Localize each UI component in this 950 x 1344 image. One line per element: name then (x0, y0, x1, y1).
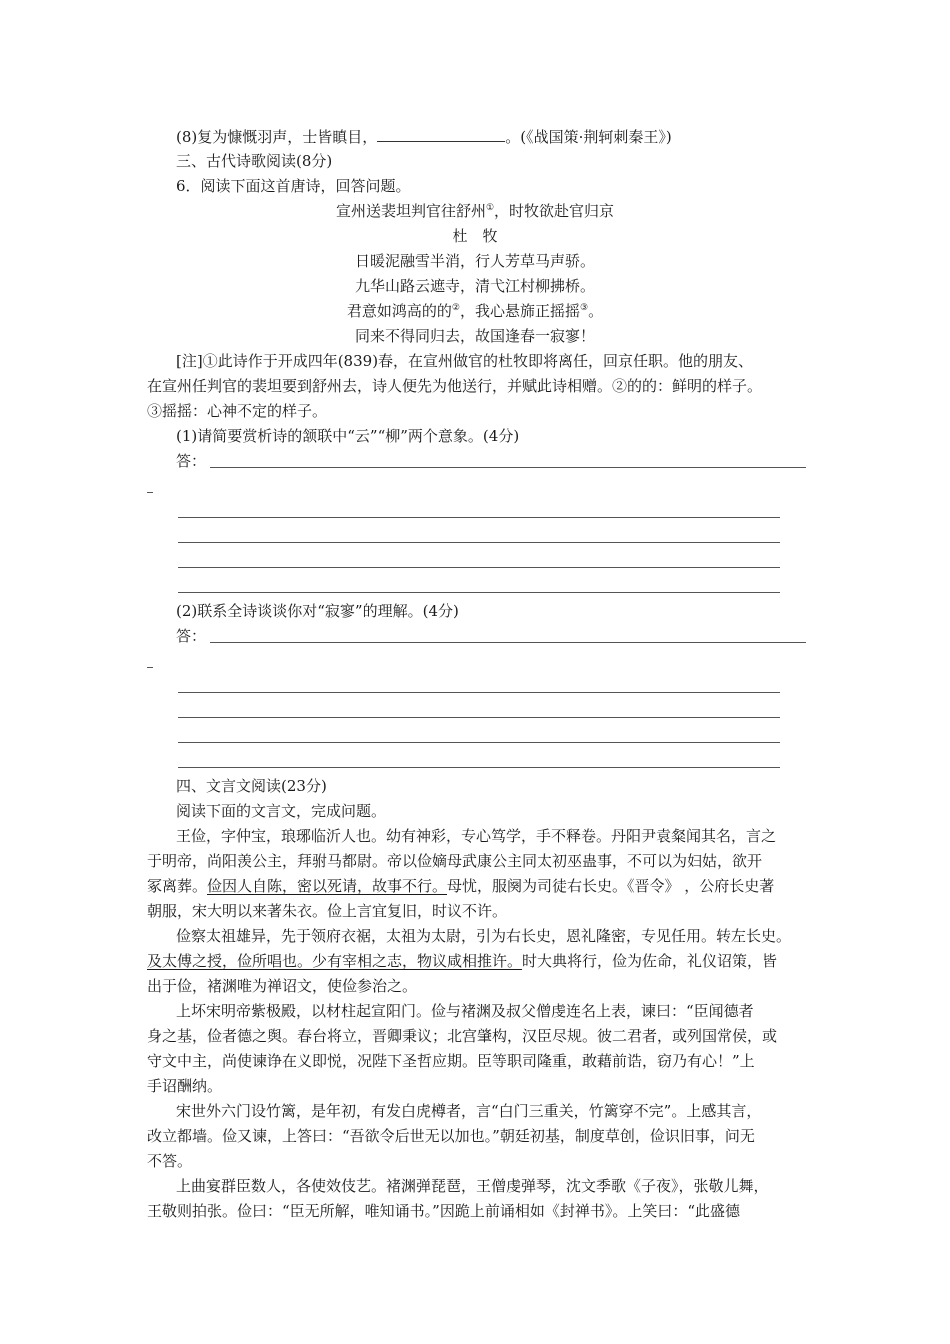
poem-line-3-c: 。 (588, 302, 604, 320)
passage-p1-line-1: 王俭，字仲宝，琅琊临沂人也。幼有神彩，专心笃学，手不释卷。丹阳尹袁粲闻其名，言之 (176, 827, 777, 845)
question-8-text: (8)复为慷慨羽声，士皆瞋目， (176, 128, 378, 146)
passage-p4-line-2: 改立都墙。俭又谏，上答曰：“吾欲令后世无以加也。”朝廷初基，制度草创，俭识旧事，问无 (147, 1127, 755, 1145)
note-line-1: [注]①此诗作于开成四年(839)春，在宣州做官的杜牧即将离任，回京任职。他的朋友、 (176, 352, 754, 370)
footnote-marker: ① (485, 203, 495, 213)
poem-line-4: 同来不得同归去，故国逢春一寂寥！ (354, 327, 595, 345)
answer-line[interactable] (178, 592, 780, 593)
question-6-prompt: 6．阅读下面这首唐诗，回答问题。 (176, 177, 411, 195)
text-run: 母忧，服阕为司徒右长史。《晋令》 ，公府长史著 (447, 877, 775, 895)
text-run: 时大典将行，俭为佐命，礼仪诏策，皆 (522, 952, 778, 970)
section-4-heading: 四、文言文阅读(23分) (176, 777, 327, 795)
answer-line[interactable] (178, 742, 780, 743)
passage-p4-line-1: 宋世外六门设竹篱，是年初，有发白虎樽者，言“白门三重关，竹篱穿不完”。上感其言， (176, 1102, 762, 1120)
poem-line-2: 九华山路云遮寺，清弋江村柳拂桥。 (354, 277, 595, 295)
answer-line-stub (147, 667, 153, 668)
passage-p5-line-1: 上曲宴群臣数人，各使效伎艺。褚渊弹琵琶，王僧虔弹琴，沈文季歌《子夜》，张敬儿舞， (176, 1177, 769, 1195)
answer-line[interactable] (178, 542, 780, 543)
answer-line[interactable] (178, 717, 780, 718)
poem-title-tail: ，时牧欲赴官归京 (494, 202, 615, 220)
poem-title-main: 宣州送裴坦判官往舒州 (335, 202, 486, 220)
poem-title (0, 201, 950, 221)
poem-line-1: 日暖泥融雪半消，行人芳草马声骄。 (354, 252, 595, 270)
passage-p4-line-3: 不答。 (147, 1152, 193, 1170)
passage-p3-line-3: 守文中主，尚使谏诤在义即悦，况陛下圣哲应期。臣等职司隆重，敢藉前诰，窃乃有心！”上 (147, 1052, 755, 1070)
passage-p3-line-4: 手诏酬纳。 (147, 1077, 223, 1095)
passage-p1-line-3 (147, 876, 774, 896)
question-8-line (176, 127, 672, 147)
underlined-sentence-1: 俭因人自陈，密以死请，故事不行。 (207, 877, 448, 895)
footnote-marker: ③ (580, 303, 589, 313)
passage-p2-line-2 (147, 951, 777, 971)
passage-p3-line-1: 上坏宋明帝紫极殿，以材柱起宣阳门。俭与褚渊及叔父僧虔连名上表，谏曰：“臣闻德者 (176, 1002, 754, 1020)
answer-line[interactable] (210, 642, 806, 643)
answer-line[interactable] (210, 467, 806, 468)
section-3-heading: 三、古代诗歌阅读(8分) (176, 152, 333, 170)
footnote-marker: ② (451, 303, 460, 313)
sub-question-1: (1)请简要赏析诗的颔联中“云”“柳”两个意象。(4分) (176, 427, 520, 445)
answer-label-2: 答： (176, 627, 207, 645)
passage-p2-line-1: 俭察太祖雄异，先于领府衣裾，太祖为太尉，引为右长史，恩礼隆密，专见任用。转左长史。 (176, 927, 792, 945)
reading-instruction: 阅读下面的文言文，完成问题。 (176, 802, 387, 820)
underlined-sentence-2: 及太傅之授，俭所唱也。少有宰相之志，物议咸相推许。 (147, 952, 523, 970)
poem-line-3 (0, 301, 950, 321)
note-line-3: ③摇摇：心神不定的样子。 (147, 402, 328, 420)
passage-p1-line-4: 朝服，宋大明以来著朱衣。俭上言宜复旧，时议不许。 (147, 902, 508, 920)
answer-label-1: 答： (176, 452, 207, 470)
note-line-2: 在宣州任判官的裴坦要到舒州去，诗人便先为他送行，并赋此诗相赠。②的的：鲜明的样子。 (147, 377, 763, 395)
text-run: 冢离葬。 (147, 877, 208, 895)
passage-p5-line-2: 王敬则拍张。俭曰：“臣无所解，唯知诵书。”因跪上前诵相如《封禅书》。上笑曰：“此盛德 (147, 1202, 741, 1220)
poem-line-3-b: ，我心悬旆正摇摇 (459, 302, 580, 320)
sub-question-2: (2)联系全诗谈谈你对“寂寥”的理解。(4分) (176, 602, 459, 620)
question-8-source: 。(《战国策·荆轲刺秦王》) (505, 128, 672, 146)
poem-line-3-a: 君意如鸿高的的 (346, 302, 452, 320)
answer-line[interactable] (178, 517, 780, 518)
answer-line[interactable] (178, 567, 780, 568)
fill-in-blank (377, 127, 505, 142)
answer-line-stub (147, 492, 153, 493)
passage-p3-line-2: 身之基，俭者德之舆。春台将立，晋卿秉议；北宫肇构，汉臣尽规。彼二君者，或列国常侯，或 (147, 1027, 778, 1045)
passage-p2-line-3: 出于俭，褚渊唯为禅诏文，使俭参治之。 (147, 977, 418, 995)
poem-author: 杜 牧 (452, 227, 498, 245)
passage-p1-line-2: 于明帝，尚阳羡公主，拜驸马都尉。帝以俭嫡母武康公主同太初巫蛊事，不可以为妇姑，欲开 (147, 852, 763, 870)
answer-line[interactable] (178, 767, 780, 768)
answer-line[interactable] (178, 692, 780, 693)
